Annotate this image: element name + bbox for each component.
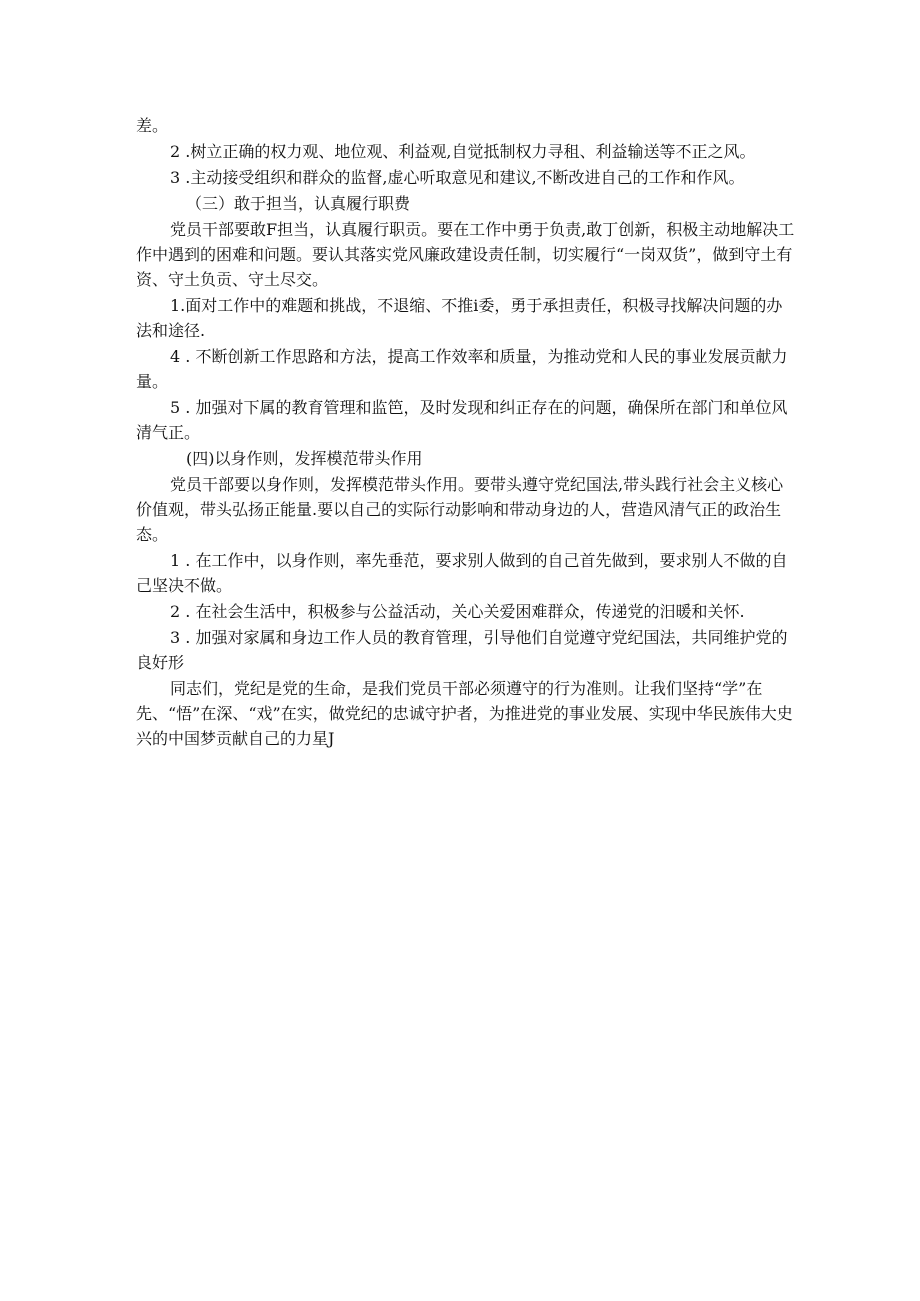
paragraph-continuation: 差。	[136, 116, 169, 135]
section-4-item-3: 3 . 加强对家属和身边工作人员的教育管理，引导他们自觉遵守党纪国法，共同维护党的良好形	[136, 628, 788, 672]
closing-paragraph: 同志们，党纪是党的生命，是我们党员干部必须遵守的行为准则。让我们坚持“学”在先、“悟”在深、“戏”在实，做党纪的忠诚守护者，为推进党的事业发展、实现中华民族伟大史兴的中国梦贡献自己的力星J	[136, 679, 793, 748]
list-item-3: 3 .主动接受组织和群众的监督,虚心听取意见和建议,不断改进自己的工作和作风。	[170, 168, 745, 187]
section-heading-4: (四)以身作则，发挥模范带头作用	[186, 449, 423, 468]
section-3-body: 党员干部要敢F担当，认真履行职贡。要在工作中勇于负责,敢丁创新，积极主动地解决工作中遇到的困难和问题。要认其落实党风廉政建设责任制，切实履行“一岗双货”，做到守土有资、守土负贡、守土尽交。	[136, 220, 795, 289]
list-item-2: 2 .树立正确的权力观、地位观、利益观,自觉抵制权力寻租、利益输送等不正之风。	[170, 142, 756, 161]
section-3-item-5: 5 . 加强对下属的教育管理和监笆，及时发现和纠正存在的问题，确保所在部门和单位风清气正。	[136, 398, 788, 442]
document-body	[136, 113, 796, 751]
section-4-item-2: 2 . 在社会生活中，积极参与公益活动，关心关爱困难群众，传递党的汨暖和关怀.	[170, 602, 745, 621]
section-3-item-1: 1.面对工作中的难题和挑战，不退缩、不推i委，勇于承担责任，积极寻找解决问题的办法和途径.	[136, 296, 783, 340]
section-4-body: 党员干部要以身作则，发挥模范带头作用。要带头遵守党纪国法,带头践行社会主义核心价值观，带头弘扬正能量.要以自己的实际行动影响和带动身边的人，营造风清气正的政治生态。	[136, 475, 784, 544]
section-3-item-4: 4 . 不断创新工作思路和方法，提高工作效率和质量，为推动党和人民的事业发展贡献力量。	[136, 347, 788, 391]
section-heading-3: （三）敢于担当，认真履行职费	[186, 194, 411, 213]
section-4-item-1: 1 . 在工作中，以身作则，率先垂范，要求别人做到的自己首先做到，要求别人不做的自己坚决不做。	[136, 551, 788, 595]
